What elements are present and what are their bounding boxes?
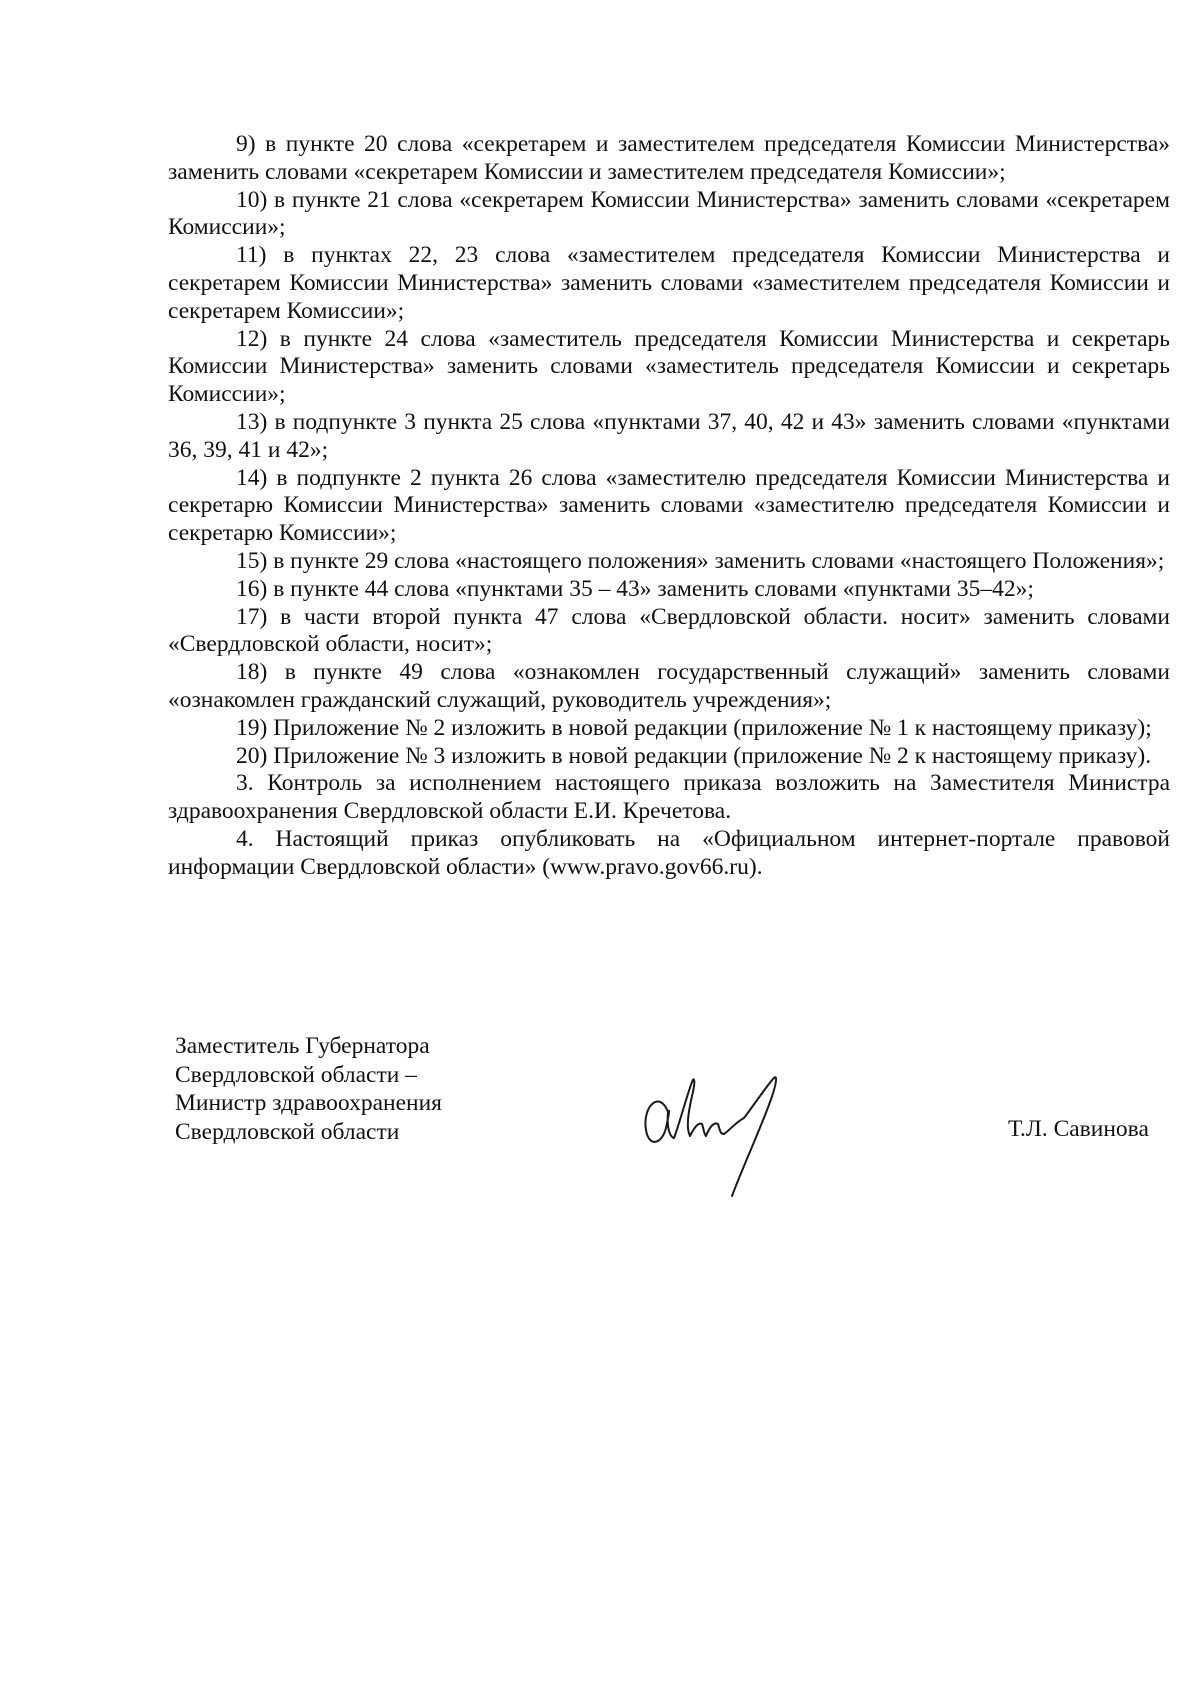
paragraph-item-15: 15) в пункте 29 слова «настоящего положения» заменить словами «настоящего Положения»; — [236, 547, 1165, 574]
paragraph-item-13: 13) в подпункте 3 пункта 25 слова «пунктами 37, 40, 42 и 43» заменить словами «пунктами 36, 39, 41 и 42»; — [168, 408, 1170, 463]
paragraph-section-3: 3. Контроль за исполнением настоящего приказа возложить на Заместителя Министра здравоохранения Свердловской области Е.И. Кречетова. — [168, 770, 1170, 825]
paragraph-item-11: 11) в пунктах 22, 23 слова «заместителем председателя Комиссии Министерства и секретарем Комиссии Министерства» заменить словами «заместителем председателя Комиссии и секретарем Комиссии»; — [168, 242, 1170, 324]
paragraph-section-4: 4. Настоящий приказ опубликовать на «Официальном интернет-портале правовой информации Свердловской области» (www.pravo.gov66.ru). — [168, 825, 1170, 880]
paragraph-item-19: 19) Приложение № 2 изложить в новой редакции (приложение № 1 к настоящему приказу); — [236, 714, 1152, 741]
signatory-position-line: Свердловской области – — [175, 1061, 417, 1088]
signatory-position-line: Заместитель Губернатора — [175, 1033, 430, 1059]
signatory-name: Т.Л. Савинова — [1008, 1116, 1149, 1142]
document-body — [168, 131, 1170, 882]
paragraph-item-10: 10) в пункте 21 слова «секретарем Комиссии Министерства» заменить словами «секретарем Комиссии»; — [168, 186, 1170, 241]
paragraph-item-17: 17) в части второй пункта 47 слова «Свердловской области. носит» заменить словами «Свердловской области, носит»; — [168, 603, 1170, 658]
paragraph-item-12: 12) в пункте 24 слова «заместитель председателя Комиссии Министерства и секретарь Комиссии Министерства» заменить словами «заместитель председателя Комиссии и секретарь Комиссии»; — [168, 325, 1170, 408]
signatory-position-line: Министр здравоохранения — [175, 1090, 442, 1116]
paragraph-item-18: 18) в пункте 49 слова «ознакомлен государственный служащий» заменить словами «ознакомлен гражданский служащий, руководитель учреждения»; — [168, 659, 1170, 713]
signatory-position — [175, 1032, 442, 1146]
signatory-position-line: Свердловской области — [175, 1118, 400, 1145]
paragraph-item-16: 16) в пункте 44 слова «пунктами 35 – 43» заменить словами «пунктами 35–42»; — [236, 575, 1034, 602]
paragraph-item-20: 20) Приложение № 3 изложить в новой редакции (приложение № 2 к настоящему приказу). — [236, 742, 1152, 769]
paragraph-item-9: 9) в пункте 20 слова «секретарем и заместителем председателя Комиссии Министерства» заменить словами «секретарем Комиссии и заместителем председателя Комиссии»; — [168, 131, 1170, 185]
paragraph-item-14: 14) в подпункте 2 пункта 26 слова «заместителю председателя Комиссии Министерства и секретарю Комиссии Министерства» заменить словами «заместителю председателя Комиссии и секретарю Комиссии»; — [168, 464, 1170, 547]
handwritten-signature — [640, 1072, 800, 1202]
